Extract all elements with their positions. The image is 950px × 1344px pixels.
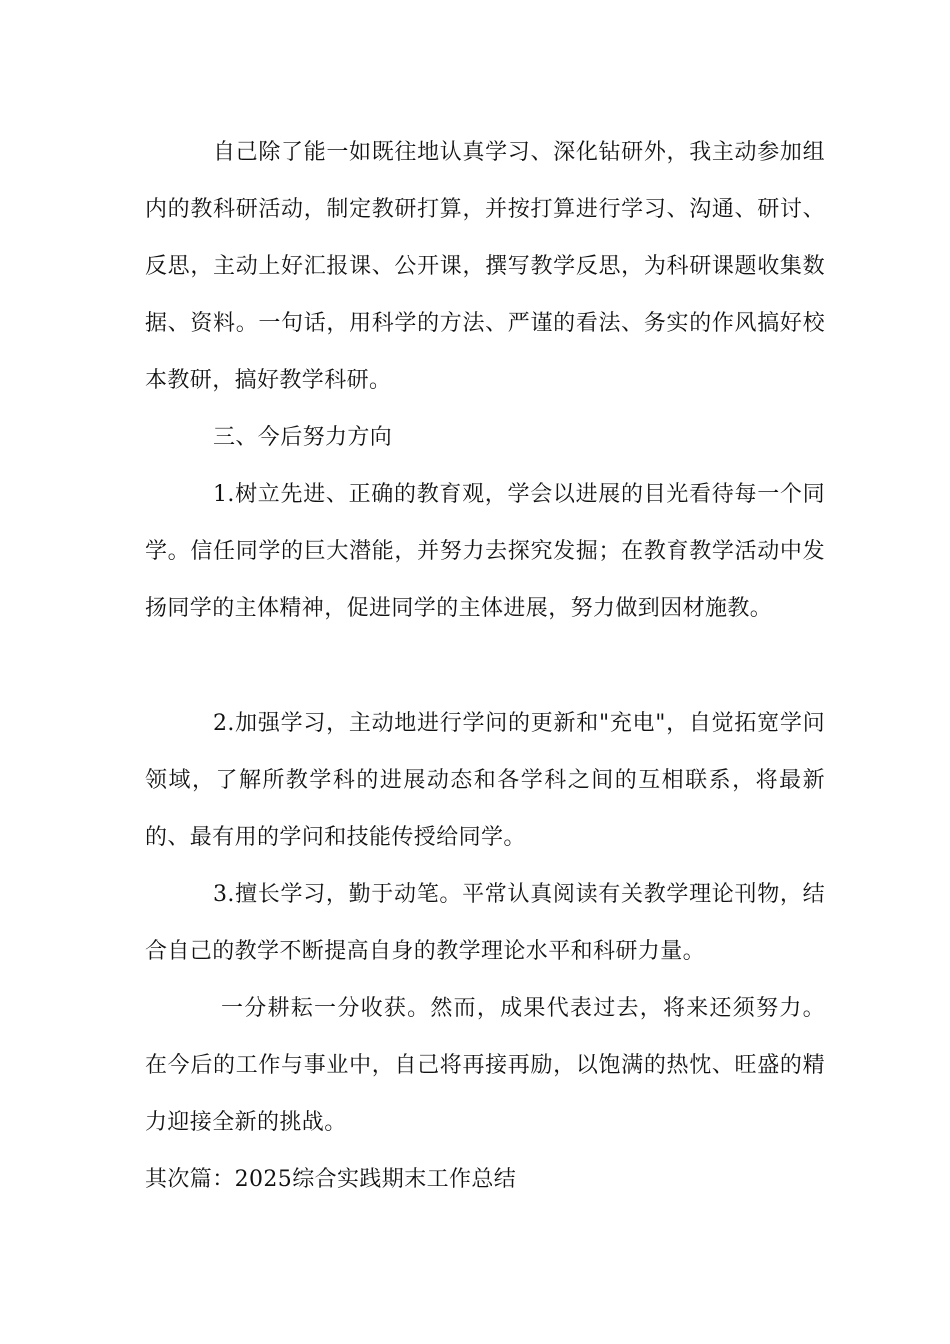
paragraph-point-1: 1.树立先进、正确的教育观，学会以进展的目光看待每一个同学。信任同学的巨大潜能，并努力去探究发掘；在教育教学活动中发扬同学的主体精神，促进同学的主体进展，努力做到因材施教。: [145, 482, 825, 621]
paragraph-research: 自己除了能一如既往地认真学习、深化钻研外，我主动参加组内的教科研活动，制定教研打算，并按打算进行学习、沟通、研讨、反思，主动上好汇报课、公开课，撰写教学反思，为科研课题收集数据、资料。一句话，用科学的方法、严谨的看法、务实的作风搞好校本教研，搞好教学科研。: [145, 140, 825, 393]
section-heading-future: 三、今后努力方向: [213, 425, 393, 450]
next-article-heading: 其次篇：2025综合实践期末工作总结: [145, 1167, 517, 1192]
paragraph-conclusion: 一分耕耘一分收获。然而，成果代表过去，将来还须努力。在今后的工作与事业中，自己将再接再励，以饱满的热忱、旺盛的精力迎接全新的挑战。: [145, 996, 825, 1135]
paragraph-point-2: 2.加强学习，主动地进行学问的更新和"充电"，自觉拓宽学问领域，了解所教学科的进展动态和各学科之间的互相联系，将最新的、最有用的学问和技能传授给同学。: [145, 711, 825, 850]
paragraph-point-3: 3.擅长学习，勤于动笔。平常认真阅读有关教学理论刊物，结合自己的教学不断提高自身的教学理论水平和科研力量。: [145, 882, 825, 964]
